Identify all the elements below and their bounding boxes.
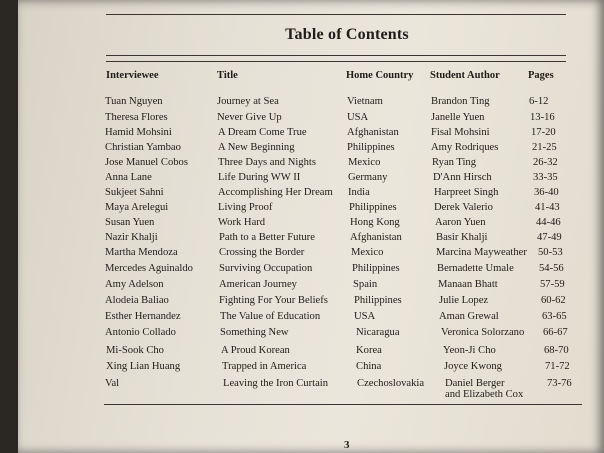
title-cell: Journey at Sea: [217, 96, 279, 107]
author-cell: Manaan Bhatt: [438, 279, 498, 290]
pages-cell: 66-67: [543, 327, 568, 338]
title-cell: Three Days and Nights: [218, 157, 316, 168]
author-cell: Veronica Solorzano: [441, 327, 525, 338]
title-cell: Surviving Occupation: [219, 263, 313, 274]
title-cell: Never Give Up: [217, 112, 282, 123]
table-row: [18, 361, 604, 377]
pages-cell: 71-72: [545, 361, 570, 372]
country-cell: India: [348, 187, 370, 198]
author-continuation: and Elizabeth Cox: [445, 389, 524, 400]
country-cell: USA: [354, 311, 376, 322]
interviewee-cell: Mercedes Aguinaldo: [105, 263, 193, 274]
author-cell: Aaron Yuen: [435, 217, 486, 228]
country-cell: Philippines: [354, 295, 402, 306]
title-cell: Crossing the Border: [219, 247, 305, 258]
interviewee-cell: Tuan Nguyen: [105, 96, 163, 107]
country-cell: Germany: [348, 172, 388, 183]
table-row: [18, 187, 604, 203]
country-cell: Korea: [356, 345, 382, 356]
author-cell: Bernadette Umale: [437, 263, 514, 274]
title-cell: Path to a Better Future: [219, 232, 315, 243]
title-cell: Life During WW II: [218, 172, 301, 183]
interviewee-cell: Alodeia Baliao: [105, 295, 169, 306]
pages-cell: 54-56: [539, 263, 564, 274]
interviewee-cell: Martha Mendoza: [105, 247, 178, 258]
table-row: [18, 112, 604, 128]
country-cell: Czechoslovakia: [357, 378, 425, 389]
pages-cell: 47-49: [537, 232, 562, 243]
table-row: [18, 232, 604, 248]
title-cell: Living Proof: [218, 202, 273, 213]
interviewee-cell: Maya Arelegui: [105, 202, 169, 213]
pages-cell: 63-65: [542, 311, 567, 322]
interviewee-cell: Nazir Khalji: [105, 232, 158, 243]
table-row: [18, 263, 604, 279]
table-row: [18, 172, 604, 188]
interviewee-cell: Amy Adelson: [105, 279, 164, 290]
header-author: Student Author: [430, 70, 500, 81]
table-row: [18, 202, 604, 218]
page-number: 3: [344, 439, 350, 451]
country-cell: Afghanistan: [347, 127, 399, 138]
author-cell: Basir Khalji: [436, 232, 488, 243]
title-cell: Trapped in America: [222, 361, 307, 372]
pages-cell: 57-59: [540, 279, 565, 290]
author-cell: Derek Valerio: [434, 202, 493, 213]
title-cell: Something New: [220, 327, 289, 338]
title-rule-lower: [106, 61, 566, 62]
country-cell: Mexico: [348, 157, 381, 168]
country-cell: Hong Kong: [350, 217, 400, 228]
author-cell: Julie Lopez: [439, 295, 489, 306]
pages-cell: 26-32: [533, 157, 558, 168]
table-row: [18, 279, 604, 295]
title-cell: Accomplishing Her Dream: [218, 187, 333, 198]
interviewee-cell: Christian Yambao: [105, 142, 181, 153]
interviewee-cell: Jose Manuel Cobos: [105, 157, 188, 168]
pages-cell: 17-20: [531, 127, 556, 138]
author-cell: D'Ann Hirsch: [433, 172, 492, 183]
country-cell: Philippines: [347, 142, 395, 153]
pages-cell: 50-53: [538, 247, 563, 258]
interviewee-cell: Hamid Mohsini: [105, 127, 172, 138]
table-row: [18, 96, 604, 112]
table-row: [18, 217, 604, 233]
pages-cell: 44-46: [536, 217, 561, 228]
country-cell: China: [356, 361, 382, 372]
author-cell: Amy Rodriques: [431, 142, 499, 153]
country-cell: Afghanistan: [350, 232, 402, 243]
top-rule: [106, 14, 566, 15]
title-cell: A New Beginning: [218, 142, 295, 153]
table-row: [18, 127, 604, 143]
page-title: Table of Contents: [285, 26, 409, 43]
pages-cell: 60-62: [541, 295, 566, 306]
table-row: [18, 142, 604, 158]
author-cell: Marcina Mayweather: [436, 247, 527, 258]
pages-cell: 41-43: [535, 202, 560, 213]
interviewee-cell: Anna Lane: [105, 172, 152, 183]
country-cell: Philippines: [352, 263, 400, 274]
interviewee-cell: Mi-Sook Cho: [106, 345, 164, 356]
table-row: [18, 157, 604, 173]
title-rule-upper: [106, 55, 566, 56]
header-title: Title: [217, 70, 238, 81]
interviewee-cell: Xing Lian Huang: [106, 361, 181, 372]
author-cell: Joyce Kwong: [444, 361, 502, 372]
table-row: [18, 295, 604, 311]
interviewee-cell: Val: [105, 378, 120, 389]
author-cell: Daniel Berger: [445, 378, 505, 389]
author-cell: Aman Grewal: [439, 311, 499, 322]
author-cell: Brandon Ting: [431, 96, 490, 107]
pages-cell: 13-16: [530, 112, 555, 123]
bottom-rule: [104, 404, 582, 405]
author-cell: Harpreet Singh: [434, 187, 499, 198]
title-cell: The Value of Education: [220, 311, 321, 322]
pages-cell: 68-70: [544, 345, 569, 356]
country-cell: USA: [347, 112, 369, 123]
title-cell: Fighting For Your Beliefs: [219, 295, 328, 306]
pages-cell: 21-25: [532, 142, 557, 153]
pages-cell: 73-76: [547, 378, 572, 389]
author-cell: Janelle Yuen: [431, 112, 485, 123]
country-cell: Spain: [353, 279, 378, 290]
table-row: [18, 311, 604, 327]
title-cell: A Proud Korean: [221, 345, 290, 356]
interviewee-cell: Susan Yuen: [105, 217, 155, 228]
country-cell: Vietnam: [347, 96, 383, 107]
interviewee-cell: Sukjeet Sahni: [105, 187, 164, 198]
pages-cell: 6-12: [529, 96, 549, 107]
interviewee-cell: Esther Hernandez: [105, 311, 181, 322]
title-cell: A Dream Come True: [218, 127, 307, 138]
header-interviewee: Interviewee: [106, 70, 159, 81]
country-cell: Mexico: [351, 247, 384, 258]
country-cell: Philippines: [349, 202, 397, 213]
header-country: Home Country: [346, 70, 414, 81]
header-pages: Pages: [528, 70, 554, 81]
title-cell: Work Hard: [218, 217, 266, 228]
pages-cell: 36-40: [534, 187, 559, 198]
title-cell: Leaving the Iron Curtain: [223, 378, 329, 389]
table-row: [18, 247, 604, 263]
interviewee-cell: Theresa Flores: [105, 112, 168, 123]
author-continuation-row: [18, 389, 604, 405]
country-cell: Nicaragua: [356, 327, 400, 338]
pages-cell: 33-35: [533, 172, 558, 183]
book-page: [18, 0, 604, 453]
author-cell: Ryan Ting: [432, 157, 477, 168]
author-cell: Yeon-Ji Cho: [443, 345, 496, 356]
table-row: [18, 327, 604, 343]
author-cell: Fisal Mohsini: [431, 127, 490, 138]
title-cell: American Journey: [219, 279, 297, 290]
table-row: [18, 345, 604, 361]
interviewee-cell: Antonio Collado: [105, 327, 176, 338]
